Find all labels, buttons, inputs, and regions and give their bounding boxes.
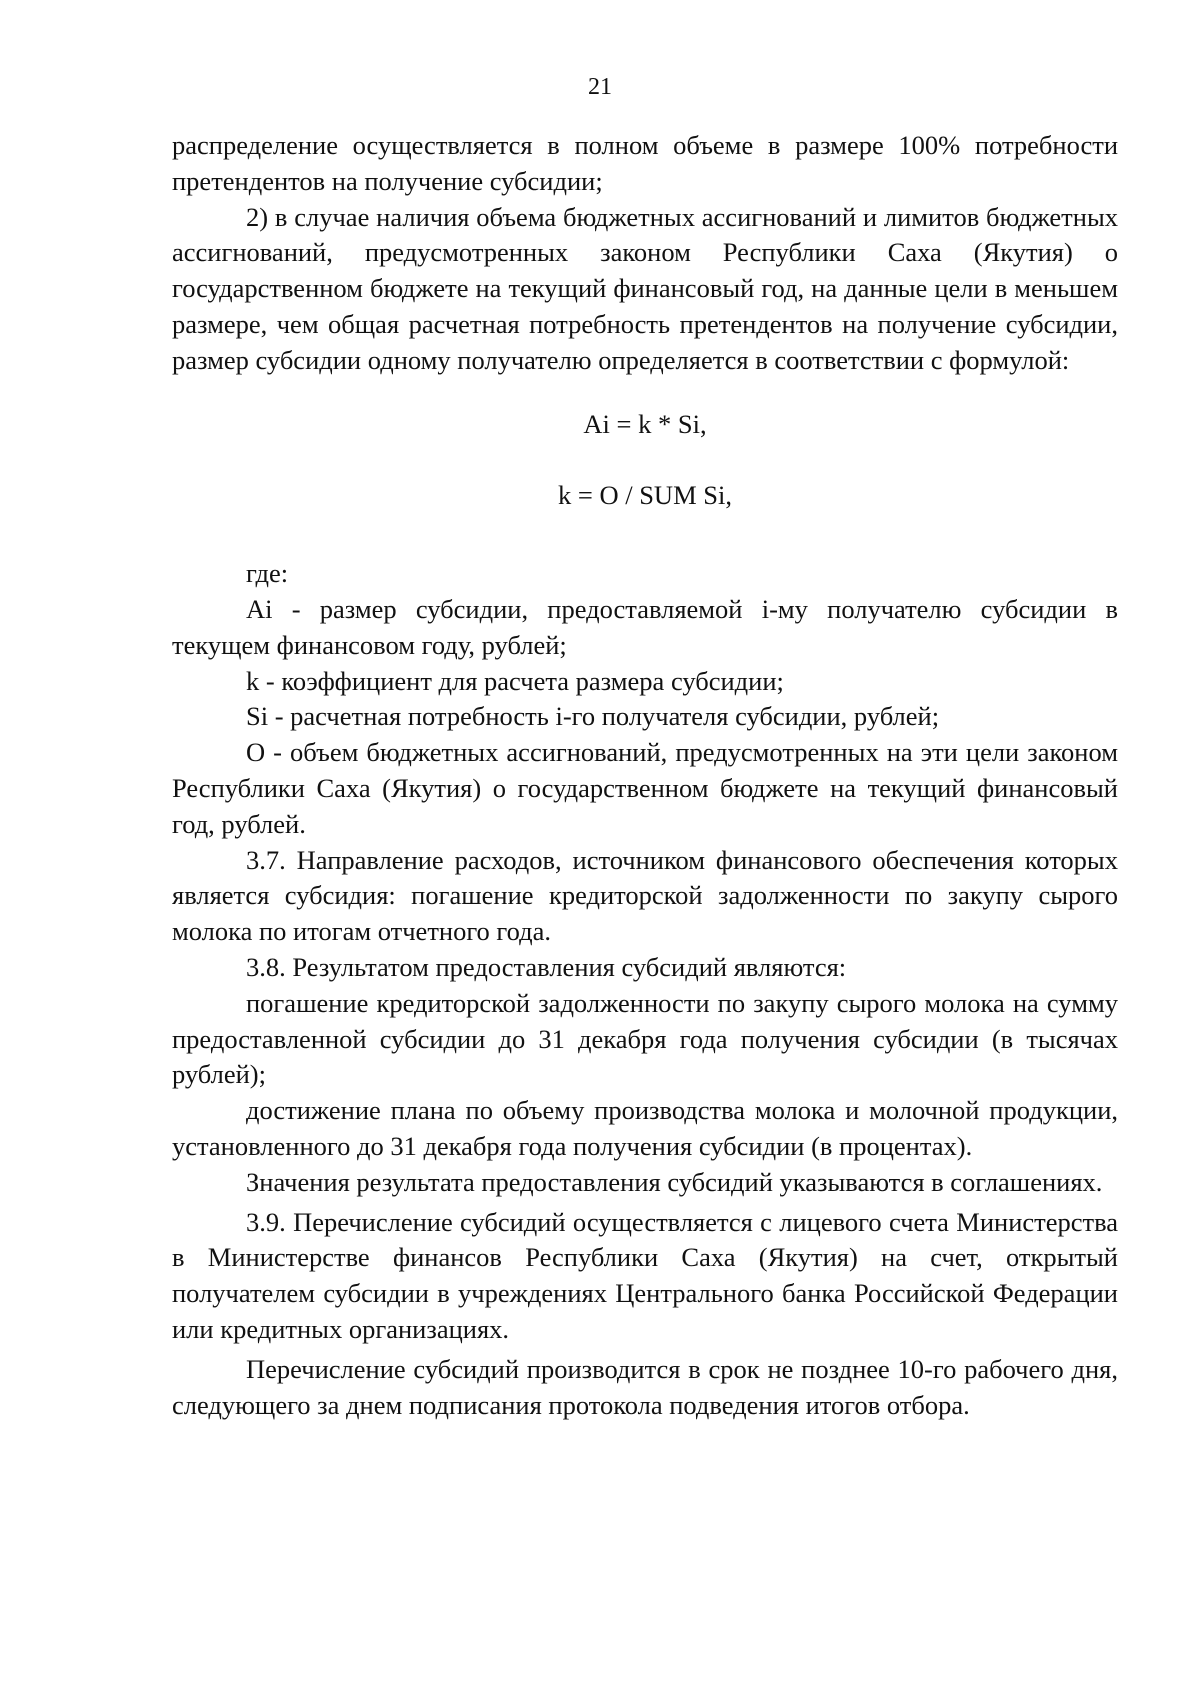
clause-3-7: 3.7. Направление расходов, источником финансового обеспечения которых является субсидия: погашение кредиторской задолженности по закупу сырого молока по итогам отчетного года. bbox=[172, 844, 1118, 947]
clause-3-8-values: Значения результата предоставления субсидий указываются в соглашениях. bbox=[246, 1166, 1103, 1197]
paragraph-item-2: 2) в случае наличия объема бюджетных ассигнований и лимитов бюджетных ассигнований, предусмотренных законом Республики Саха (Якутия) о государственном бюджете на текущий финансовый год, на данные цели в меньшем размере, чем общая расчетная потребность претендентов на получение субсидии, размер субсидии одному получателю определяется в соответствии с формулой: bbox=[172, 201, 1118, 375]
clause-3-9: 3.9. Перечисление субсидий осуществляется с лицевого счета Министерства в Министерстве финансов Республики Саха (Якутия) на счет, открытый получателем субсидии в учреждениях Центрального банка Российской Федерации или кредитных организациях. bbox=[172, 1206, 1118, 1344]
definition-si: Si - расчетная потребность i-го получателя субсидии, рублей; bbox=[246, 701, 940, 732]
formula-k: k = O / SUM Si, bbox=[558, 480, 732, 511]
definition-o: O - объем бюджетных ассигнований, предусмотренных на эти цели законом Республики Саха (Якутия) о государственном бюджете на текущий финансовый год, рублей. bbox=[172, 737, 1118, 839]
definition-ai: Ai - размер субсидии, предоставляемой i-му получателю субсидии в текущем финансовом году, рублей; bbox=[172, 593, 1118, 660]
clause-3-8-result-a: погашение кредиторской задолженности по закупу сырого молока на сумму предоставленной субсидии до 31 декабря года получения субсидии (в тысячах рублей); bbox=[172, 987, 1118, 1090]
where-label: где: bbox=[246, 558, 289, 589]
clause-3-8-result-b: достижение плана по объему производства молока и молочной продукции, установленного до 31 декабря года получения субсидии (в процентах). bbox=[172, 1095, 1118, 1161]
document-body bbox=[172, 128, 1118, 1423]
formula-ai: Ai = k * Si, bbox=[583, 408, 707, 439]
page-number: 21 bbox=[588, 74, 612, 100]
clause-3-8: 3.8. Результатом предоставления субсидий являются: bbox=[246, 951, 847, 982]
definition-k: k - коэффициент для расчета размера субсидии; bbox=[246, 665, 784, 696]
paragraph-continuation: распределение осуществляется в полном объеме в размере 100% потребности претендентов на получение субсидии; bbox=[172, 130, 1118, 196]
clause-3-9-term: Перечисление субсидий производится в срок не позднее 10-го рабочего дня, следующего за днем подписания протокола подведения итогов отбора. bbox=[172, 1353, 1118, 1420]
